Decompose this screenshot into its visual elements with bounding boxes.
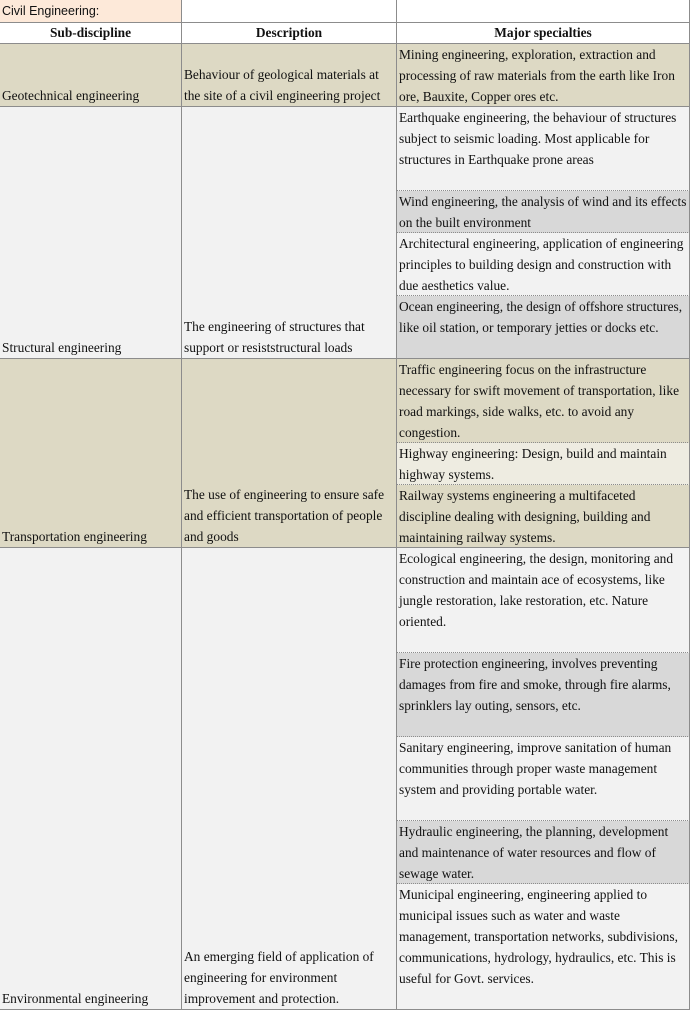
sub-discipline-text: Geotechnical engineering xyxy=(2,88,140,103)
specialty-text: Hydraulic engineering, the planning, development and maintenance of water resources and flow of sewage water. xyxy=(399,824,669,881)
specialty-text: Earthquake engineering, the behaviour of structures subject to seismic loading. Most applicable for structures in Earthquake prone areas xyxy=(399,110,677,167)
specialty-text: Railway systems engineering a multifaceted discipline dealing with designing, building and maintaining railway systems. xyxy=(399,488,651,545)
sub-discipline-text: Structural engineering xyxy=(2,340,122,355)
description-text: An emerging field of application of engineering for environment improvement and protection. xyxy=(184,949,374,1006)
description-cell[interactable] xyxy=(182,44,397,107)
specialty-cell[interactable] xyxy=(397,191,690,233)
specialty-cell[interactable] xyxy=(397,485,690,548)
specialty-text: Sanitary engineering, improve sanitation of human communities through proper waste management system and providing portable water. xyxy=(399,740,672,797)
specialty-text: Municipal engineering, engineering applied to municipal issues such as water and waste management, transportation networks, subdivisions, communications, hydrology, hydraulics, etc. This is useful for Govt. services. xyxy=(399,887,678,986)
header-description[interactable] xyxy=(182,23,397,44)
empty-cell[interactable] xyxy=(397,0,690,23)
sub-discipline-cell[interactable] xyxy=(0,44,182,107)
empty-cell[interactable] xyxy=(182,0,397,23)
specialty-text: Wind engineering, the analysis of wind and its effects on the built environment xyxy=(399,194,687,230)
specialty-text: Ocean engineering, the design of offshore structures, like oil station, or temporary jetties or docks etc. xyxy=(399,299,683,335)
sheet-title: Civil Engineering: xyxy=(2,4,100,18)
specialty-cell[interactable] xyxy=(397,653,690,737)
header-label: Sub-discipline xyxy=(49,25,132,40)
specialty-cell[interactable] xyxy=(397,884,690,1010)
specialty-cell[interactable] xyxy=(397,233,690,296)
specialty-text: Mining engineering, exploration, extraction and processing of raw materials from the earth like Iron ore, Bauxite, Copper ores etc. xyxy=(399,47,675,104)
specialty-cell[interactable] xyxy=(397,821,690,884)
specialty-text: Highway engineering: Design, build and maintain highway systems. xyxy=(399,446,667,482)
sub-discipline-cell[interactable] xyxy=(0,359,182,548)
specialty-cell[interactable] xyxy=(397,737,690,821)
specialty-text: Architectural engineering, application of engineering principles to building design and construction with due aesthetics value. xyxy=(399,236,684,293)
header-label: Major specialties xyxy=(494,25,592,40)
sub-discipline-cell[interactable] xyxy=(0,548,182,1010)
description-cell[interactable] xyxy=(182,548,397,1010)
specialty-cell[interactable] xyxy=(397,107,690,191)
header-sub-discipline[interactable] xyxy=(0,23,182,44)
sub-discipline-text: Environmental engineering xyxy=(2,991,149,1006)
specialty-text: Traffic engineering focus on the infrastructure necessary for swift movement of transportation, like road markings, side walks, etc. to avoid any congestion. xyxy=(399,362,680,440)
specialty-cell[interactable] xyxy=(397,548,690,653)
specialty-cell[interactable] xyxy=(397,44,690,107)
header-label: Description xyxy=(255,25,323,40)
specialty-cell[interactable] xyxy=(397,296,690,359)
description-text: Behaviour of geological materials at the site of a civil engineering project xyxy=(184,67,381,103)
specialty-cell[interactable] xyxy=(397,443,690,485)
header-major-specialties[interactable] xyxy=(397,23,690,44)
description-cell[interactable] xyxy=(182,107,397,359)
description-text: The engineering of structures that support or resiststructural loads xyxy=(184,319,365,355)
description-text: The use of engineering to ensure safe and efficient transportation of people and goods xyxy=(184,487,385,544)
sub-discipline-text: Transportation engineering xyxy=(2,529,147,544)
specialty-text: Ecological engineering, the design, monitoring and construction and maintain ace of ecosystems, like jungle restoration, lake restoration, etc. Nature oriented. xyxy=(399,551,674,629)
specialty-cell[interactable] xyxy=(397,359,690,443)
sub-discipline-cell[interactable] xyxy=(0,107,182,359)
sheet-title-cell[interactable] xyxy=(0,0,182,23)
specialty-text: Fire protection engineering, involves preventing damages from fire and smoke, through fire alarms, sprinklers lay outing, sensors, etc. xyxy=(399,656,671,713)
description-cell[interactable] xyxy=(182,359,397,548)
